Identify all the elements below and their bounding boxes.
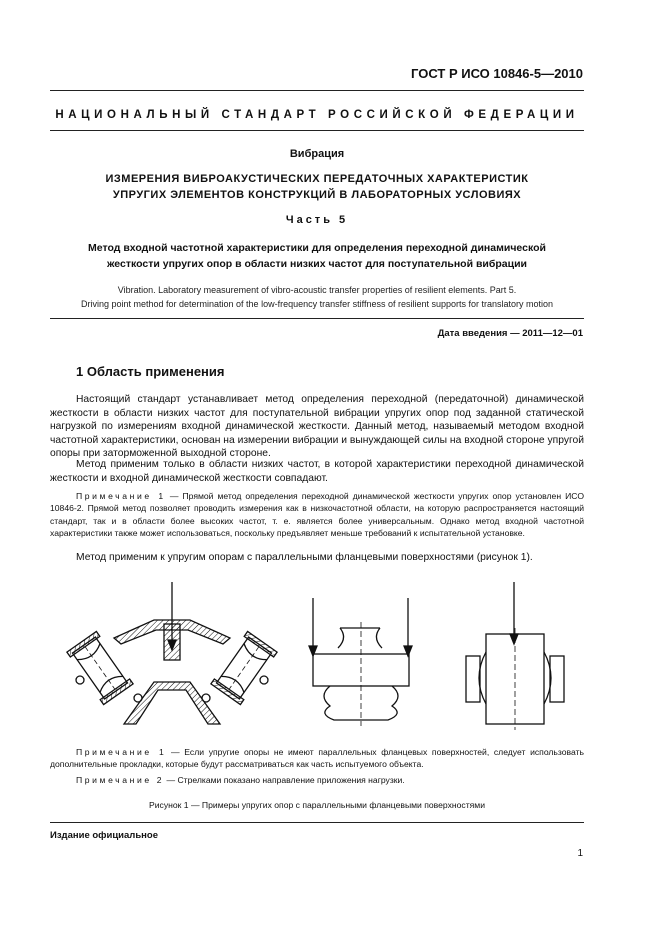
note-label: Примечание 1 bbox=[76, 491, 166, 501]
introduction-date: Дата введения — 2011—12—01 bbox=[437, 328, 583, 339]
note-label: Примечание 1 bbox=[76, 747, 167, 757]
paragraph-text: Метод применим только в области низких частот, в которой характеристики переходной динамической жесткости и входной динамической жесткости совпадают. bbox=[50, 459, 584, 484]
v-mount-example bbox=[67, 582, 277, 724]
bolt-icon bbox=[134, 694, 142, 702]
document-subtitle bbox=[50, 240, 584, 272]
bolt-icon bbox=[76, 676, 84, 684]
cylinder-mount-example bbox=[309, 598, 412, 726]
footer-divider bbox=[50, 822, 584, 823]
topic-heading: Вибрация bbox=[289, 148, 345, 160]
figure-1-drawing bbox=[58, 578, 598, 738]
title-line: ИЗМЕРЕНИЯ ВИБРОАКУСТИЧЕСКИХ ПЕРЕДАТОЧНЫХ ХАРАКТЕРИСТИК bbox=[105, 173, 529, 185]
note bbox=[50, 490, 584, 539]
bolt-icon bbox=[260, 676, 268, 684]
standard-code: ГОСТ Р ИСО 10846-5—2010 bbox=[411, 66, 583, 81]
paragraph bbox=[50, 393, 584, 461]
english-title-line: Vibration. Laboratory measurement of vibro-acoustic transfer properties of resilient elements. Part 5. bbox=[117, 285, 517, 295]
english-title-line: Driving point method for determination of the low-frequency transfer stiffness of resilient supports for translatory motion bbox=[80, 299, 554, 309]
center-post bbox=[164, 624, 180, 660]
subtitle-line: жесткости упругих опор в области низких частот для поступательной вибрации bbox=[107, 258, 527, 270]
edition-label: Издание официальное bbox=[50, 830, 158, 841]
figure-note bbox=[50, 774, 584, 786]
note-text: — Стрелками показано направление приложения нагрузки. bbox=[164, 775, 405, 785]
paragraph bbox=[50, 458, 584, 485]
left-flange bbox=[466, 656, 480, 702]
right-flange bbox=[550, 656, 564, 702]
english-title bbox=[50, 283, 584, 311]
top-divider bbox=[50, 90, 584, 91]
note-text: — Если упругие опоры не имеют параллельных фланцевых поверхностей, следует использовать дополнительные прокладки, которые будут рассматриваться как часть испытуемого объекта. bbox=[50, 747, 585, 770]
figure-note bbox=[50, 746, 584, 771]
arrow-head-icon bbox=[510, 634, 518, 644]
figure-caption: Рисунок 1 — Примеры упругих опор с параллельными фланцевыми поверхностями bbox=[148, 800, 486, 810]
paragraph-text: Настоящий стандарт устанавливает метод определения переходной (передаточной) динамической жесткости в области низких частот для поступательной вибрации упругих опор под заданной статической нагрузкой по измерениям входной динамической жесткости. Данный метод, называемый методом входной частотной характеристики, основан на измерении вибрации и вынуждающей силы на входной стороне упругой опоры при заторможенной выходной стороне. bbox=[50, 394, 584, 460]
page-number: 1 bbox=[577, 848, 583, 859]
banner-divider bbox=[50, 130, 584, 131]
bolt-icon bbox=[202, 694, 210, 702]
paragraph: Метод применим к упругим опорам с параллельными фланцевыми поверхностями (рисунок 1). bbox=[76, 552, 533, 563]
document-title bbox=[50, 171, 584, 203]
top-flange bbox=[338, 628, 382, 648]
bushing-mount-example bbox=[466, 582, 564, 730]
national-standard-banner: НАЦИОНАЛЬНЫЙ СТАНДАРТ РОССИЙСКОЙ ФЕДЕРАЦИИ bbox=[55, 109, 579, 121]
part-heading: Часть 5 bbox=[285, 214, 349, 226]
subtitle-line: Метод входной частотной характеристики для определения переходной динамической bbox=[88, 242, 546, 254]
date-divider bbox=[50, 318, 584, 319]
base-bracket bbox=[124, 682, 220, 724]
title-line: УПРУГИХ ЭЛЕМЕНТОВ КОНСТРУКЦИЙ В ЛАБОРАТОРНЫХ УСЛОВИЯХ bbox=[112, 189, 522, 201]
section-heading: 1 Область применения bbox=[76, 364, 225, 379]
note-text: — Прямой метод определения переходной динамической жесткости упругих опор установлен ИСО 10846-2. Прямой метод позволяет проводить измерения как в низкочастотной области, на которую распространяется настоящий стандарт, так и в области более высоких частот, т. е. является более универсальным. Однако метод входной частотной характеристики также может использоваться, поскольку предъявляет меньше требований к испытательной установке. bbox=[50, 491, 585, 538]
note-label: Примечание 2 bbox=[76, 775, 165, 785]
